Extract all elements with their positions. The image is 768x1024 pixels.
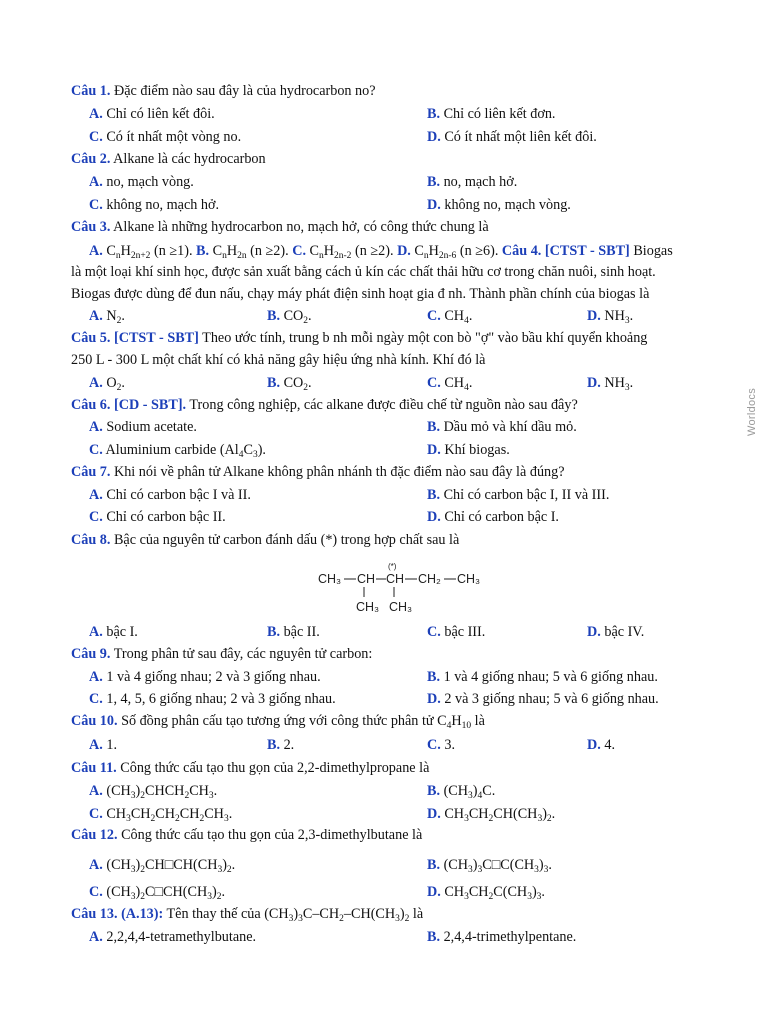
question-1: Câu 1. Đặc điểm nào sau đây là của hydrocarbon no?	[71, 83, 376, 99]
q5-option-c: C. $CH_4$.	[427, 375, 473, 393]
q11-option-a: A. $(CH_3)_2CHCH_2CH_3$.	[89, 783, 218, 801]
q12-option-a: A. $(CH_3)_2CH□CH(CH_3)_2$.	[89, 857, 236, 875]
structural-formula	[318, 561, 488, 617]
q11-option-d: D. $CH_3CH_2CH(CH_3)_2$.	[427, 806, 556, 824]
question-11: Câu 11. Công thức cấu tạo thu gọn của 2,2-dimethylpropane là	[71, 760, 430, 776]
q11-option-b: B. $(CH_3)_4C$.	[427, 783, 496, 801]
q9-option-b: B. 1 và 4 giống nhau; 5 và 6 giống nhau.	[427, 669, 658, 685]
q4-option-d: D. $NH_3$.	[587, 308, 634, 326]
branch-ch3-1: CH₃	[356, 600, 380, 614]
q10-option-a: A. 1.	[89, 737, 117, 753]
q10-option-b: B. 2.	[267, 737, 295, 753]
question-10: Câu 10. Số đồng phân cấu tạo tương ứng với công thức phân tử $C_4H_{10}$ là	[71, 713, 485, 731]
q7-option-a: A. Chỉ có carbon bậc I và II.	[89, 487, 251, 503]
star-marker: (*)	[388, 562, 397, 571]
chain-ch3-5: CH₃	[457, 572, 481, 586]
q4-option-a: A. $N_2$.	[89, 308, 125, 326]
q6-option-b: B. Dầu mỏ và khí dầu mỏ.	[427, 419, 577, 435]
chain-ch-2: CH	[357, 572, 376, 586]
question-12: Câu 12. Công thức cấu tạo thu gọn của 2,3-dimethylbutane là	[71, 827, 423, 843]
q5-option-b: B. $CO_2$.	[267, 375, 312, 393]
q6-option-c: C. Aluminium carbide $(Al_4C_3)$.	[89, 442, 266, 460]
question-7: Câu 7. Khi nói về phân tử Alkane không phân nhánh th đặc điểm nào sau đây là đúng?	[71, 464, 565, 480]
question-4-line-3: Biogas được dùng để đun nấu, chạy máy phát điện sinh hoạt gia đ nh. Thành phần chính của biogas là	[71, 286, 650, 302]
q4-option-c: C. $CH_4$.	[427, 308, 473, 326]
q9-option-d: D. 2 và 3 giống nhau; 5 và 6 giống nhau.	[427, 691, 659, 707]
question-3: Câu 3. Alkane là những hydrocarbon no, mạch hở, có công thức chung là	[71, 219, 489, 235]
q4-option-b: B. $CO_2$.	[267, 308, 312, 326]
q13-option-a: A. 2,2,4,4-tetramethylbutane.	[89, 929, 257, 945]
q10-option-c: C. 3.	[427, 737, 455, 753]
q5-option-a: A. $O_2$.	[89, 375, 125, 393]
q1-option-b: B. Chỉ có liên kết đơn.	[427, 106, 556, 122]
q1-option-c: C. Có ít nhất một vòng no.	[89, 129, 242, 145]
question-9: Câu 9. Trong phân tử sau đây, các nguyên tử carbon:	[71, 646, 373, 662]
q11-option-c: C. $CH_3CH_2CH_2CH_2CH_3$.	[89, 806, 233, 824]
q6-option-a: A. Sodium acetate.	[89, 419, 197, 435]
q12-option-b: B. $(CH_3)_3C□C(CH_3)_3$.	[427, 857, 552, 875]
question-2: Câu 2. Alkane là các hydrocarbon	[71, 151, 266, 167]
question-6: Câu 6. [CD - SBT]. Trong công nghiệp, các alkane được điều chế từ nguồn nào sau đây?	[71, 397, 578, 413]
q3-options-line: A. $C_nH_{2n+2}$ (n ≥1). B. $C_nH_{2n}$ (n ≥2). C. $C_nH_{2n-2}$ (n ≥2). D. $C_nH_{2n-6}$ (n ≥6). Câu 4. [CTST - SBT] Biogas	[89, 243, 673, 261]
watermark: Worldocs	[746, 387, 758, 437]
question-8: Câu 8. Bậc của nguyên tử carbon đánh dấu (*) trong hợp chất sau là	[71, 532, 460, 548]
q5-option-d: D. $NH_3$.	[587, 375, 634, 393]
q7-option-b: B. Chỉ có carbon bậc I, II và III.	[427, 487, 610, 503]
q1-option-d: D. Có ít nhất một liên kết đôi.	[427, 129, 597, 145]
q6-option-d: D. Khí biogas.	[427, 442, 510, 458]
q2-option-c: C. không no, mạch hở.	[89, 197, 220, 213]
question-5-line-2: 250 L - 300 L một chất khí có khả năng gây hiệu ứng nhà kính. Khí đó là	[71, 352, 486, 368]
q2-option-b: B. no, mạch hở.	[427, 174, 518, 190]
q13-option-b: B. 2,4,4-trimethylpentane.	[427, 929, 577, 945]
q2-option-a: A. no, mạch vòng.	[89, 174, 194, 190]
q8-option-b: B. bậc II.	[267, 624, 320, 640]
q7-option-c: C. Chỉ có carbon bậc II.	[89, 509, 226, 525]
q9-option-c: C. 1, 4, 5, 6 giống nhau; 2 và 3 giống nhau.	[89, 691, 336, 707]
q12-option-d: D. $CH_3CH_2C(CH_3)_3$.	[427, 884, 545, 902]
q1-option-a: A. Chỉ có liên kết đôi.	[89, 106, 215, 122]
question-5: Câu 5. [CTST - SBT] Theo ước tính, trung b nh mỗi ngày một con bò "ợ" vào bầu khí quyển khoảng	[71, 330, 648, 346]
chain-ch2-4: CH₂	[418, 572, 441, 586]
q10-option-d: D. 4.	[587, 737, 615, 753]
q7-option-d: D. Chỉ có carbon bậc I.	[427, 509, 559, 525]
chain-ch3-1: CH₃	[318, 572, 342, 586]
q8-option-d: D. bậc IV.	[587, 624, 645, 640]
q2-option-d: D. không no, mạch vòng.	[427, 197, 571, 213]
branch-ch3-2: CH₃	[389, 600, 413, 614]
question-13: Câu 13. (A.13): Tên thay thế của $(CH_3)_3C-CH_2-CH(CH_3)_2$ là	[71, 906, 424, 924]
chain-ch-3: CH	[386, 572, 405, 586]
q8-option-c: C. bậc III.	[427, 624, 486, 640]
q9-option-a: A. 1 và 4 giống nhau; 2 và 3 giống nhau.	[89, 669, 321, 685]
q8-option-a: A. bậc I.	[89, 624, 138, 640]
question-4-line-2: là một loại khí sinh học, được sản xuất bằng cách ủ kín các chất thải hữu cơ trong chăn nuôi, sinh hoạt.	[71, 264, 656, 280]
q12-option-c: C. $(CH_3)_2C□CH(CH_3)_2$.	[89, 884, 225, 902]
